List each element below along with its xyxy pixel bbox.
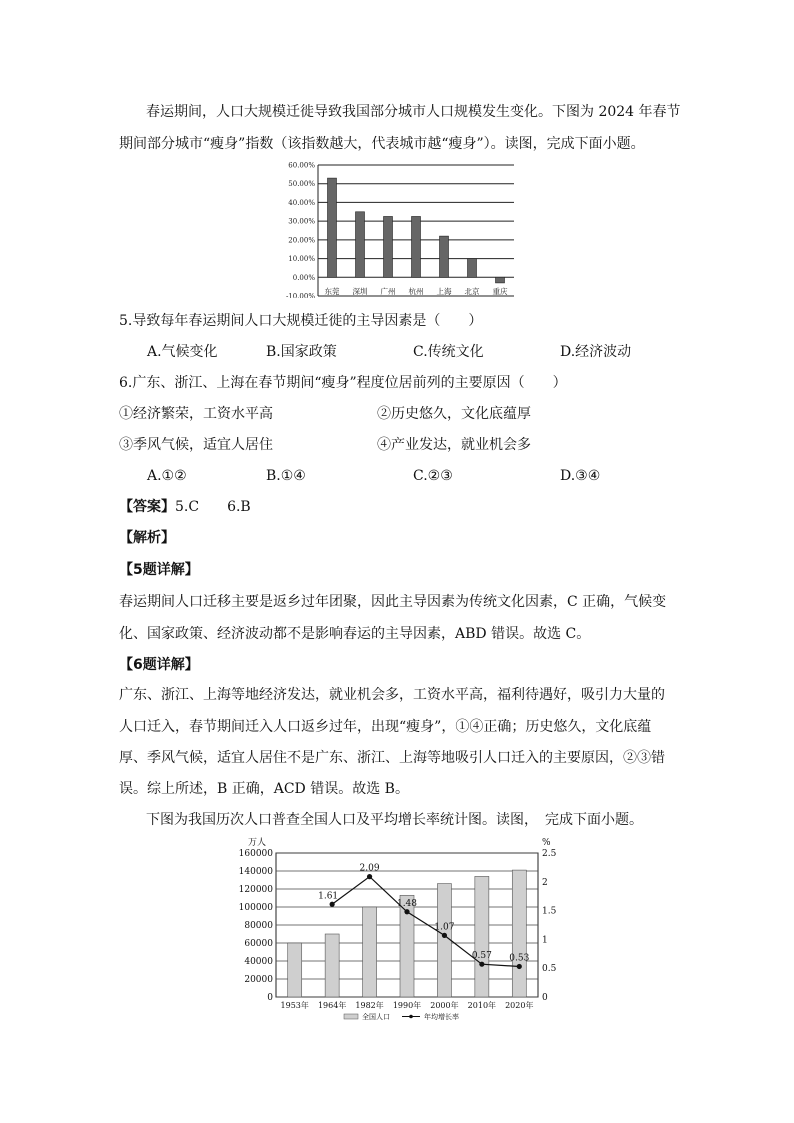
y-tick-label: 50.00% [288, 180, 315, 189]
x-tick-label: 2010年 [467, 1001, 497, 1010]
y-right-tick-label: 1.5 [542, 906, 557, 917]
x-tick-label: 2000年 [430, 1001, 459, 1010]
q6-detail-line1: 广东、浙江、上海等地经济发达，就业机会多，工资水平高，福利待遇好，吸引力大量的 [119, 687, 665, 703]
growth-rate-label: 1.07 [434, 922, 455, 933]
q6-option-b: B.①④ [266, 468, 306, 484]
bar-杭州 [412, 216, 421, 277]
growth-rate-label: 1.48 [396, 898, 418, 909]
y-tick-label: 40.00% [288, 198, 315, 207]
x-tick-label: 1964年 [317, 1001, 347, 1010]
y-left-tick-label: 60000 [244, 939, 273, 949]
y-right-unit: % [542, 838, 551, 848]
q6-item-4: ④产业发达，就业机会多 [377, 437, 531, 453]
question-5: 5.导致每年春运期间人口大规模迁徙的主导因素是（ ） [119, 313, 483, 329]
q5-option-d: D.经济波动 [560, 344, 632, 360]
legend-bar-label: 全国人口 [362, 1013, 390, 1021]
y-right-tick-label: 0 [542, 993, 548, 1003]
q5-detail-label: 【5题详解】 [119, 562, 199, 578]
intro1-line1: 春运期间，人口大规模迁徙导致我国部分城市人口规模发生变化。下图为 2024 年春节 [146, 104, 681, 120]
bar-东莞 [328, 178, 337, 277]
x-tick-label: 上海 [436, 287, 452, 296]
bar-深圳 [356, 212, 365, 278]
population-bar-2020年 [512, 870, 526, 997]
answer-label: 【答案】 [119, 499, 175, 515]
x-tick-label: 北京 [464, 287, 480, 296]
y-tick-label: 0.00% [292, 273, 315, 282]
x-tick-label: 广州 [380, 287, 396, 296]
q5-detail-line2: 化、国家政策、经济波动都不是影响春运的主导因素，ABD 错误。故选 C。 [119, 626, 591, 642]
y-right-tick-label: 1 [542, 935, 548, 946]
y-left-tick-label: 40000 [244, 957, 273, 967]
x-tick-label: 2020年 [505, 1001, 534, 1010]
growth-rate-point [479, 962, 484, 967]
intro1-line2: 期间部分城市“瘦身”指数（该指数越大，代表城市越“瘦身”）。读图，完成下面小题。 [119, 136, 645, 152]
q6-detail-line3: 厚、季风气候，适宜人居住不是广东、浙江、上海等地吸引人口迁入的主要原因，②③错 [119, 750, 665, 766]
population-bar-1982年 [363, 907, 377, 997]
q6-detail-label: 【6题详解】 [119, 657, 199, 673]
y-left-tick-label: 0 [267, 993, 273, 1003]
x-tick-label: 杭州 [408, 287, 424, 296]
answer-text: 5.C 6.B [175, 499, 251, 515]
population-bar-2010年 [475, 876, 489, 997]
y-left-tick-label: 100000 [238, 903, 273, 913]
y-left-tick-label: 140000 [238, 867, 273, 877]
q5-detail-line1: 春运期间人口迁移主要是返乡过年团聚，因此主导因素为传统文化因素，C 正确，气候变 [119, 594, 667, 610]
legend-line-marker [409, 1015, 413, 1019]
q6-item-3: ③季风气候，适宜人居住 [119, 437, 273, 453]
y-tick-label: 20.00% [288, 236, 315, 245]
census-population-chart [232, 833, 562, 1023]
y-right-tick-label: 0.5 [542, 964, 557, 975]
x-tick-label: 1953年 [280, 1001, 309, 1010]
growth-rate-point [442, 933, 447, 938]
growth-rate-label: 2.09 [359, 863, 380, 874]
y-left-unit: 万人 [248, 838, 267, 848]
growth-rate-point [330, 902, 335, 907]
x-tick-label: 东莞 [324, 287, 340, 296]
q5-option-b: B.国家政策 [266, 344, 337, 360]
q6-detail-line2: 人口迁入，春节期间迁入人口返乡过年，出现“瘦身”，①④正确；历史悠久，文化底蕴 [119, 719, 652, 735]
growth-rate-point [404, 909, 409, 914]
y-left-tick-label: 120000 [238, 885, 273, 895]
analysis-label: 【解析】 [119, 530, 175, 546]
y-tick-label: 30.00% [288, 217, 315, 226]
population-bar-1964年 [325, 934, 339, 997]
bar-北京 [468, 259, 477, 278]
x-tick-label: 重庆 [492, 287, 508, 296]
q5-option-a: A.气候变化 [147, 344, 218, 360]
legend-bar-swatch [344, 1014, 358, 1019]
growth-rate-label: 0.53 [509, 953, 530, 964]
y-left-tick-label: 20000 [244, 975, 273, 985]
q6-item-2: ②历史悠久，文化底蕴厚 [377, 406, 531, 422]
intro2: 下图为我国历次人口普查全国人口及平均增长率统计图。读图， 完成下面小题。 [146, 812, 643, 828]
growth-rate-label: 1.61 [318, 891, 339, 902]
y-tick-label: 10.00% [288, 255, 315, 264]
q6-option-c: C.②③ [413, 468, 453, 484]
y-tick-label: -10.00% [285, 292, 315, 298]
q6-option-a: A.①② [147, 468, 187, 484]
growth-rate-label: 0.57 [471, 951, 492, 962]
q6-detail-line4: 误。综上所述，B 正确，ACD 错误。故选 B。 [119, 781, 409, 797]
bar-广州 [384, 216, 393, 277]
y-tick-label: 60.00% [288, 161, 315, 170]
answer-line [119, 498, 251, 516]
bar-上海 [440, 236, 449, 277]
growth-rate-point [517, 964, 522, 969]
y-right-tick-label: 2 [542, 877, 548, 888]
x-tick-label: 1990年 [392, 1001, 422, 1010]
population-bar-2000年 [437, 884, 451, 997]
population-bar-1953年 [288, 943, 302, 997]
legend-line-label: 年均增长率 [424, 1013, 459, 1021]
question-6: 6.广东、浙江、上海在春节期间“瘦身”程度位居前列的主要原因（ ） [119, 375, 567, 391]
growth-rate-point [367, 874, 372, 879]
y-left-tick-label: 80000 [244, 921, 273, 931]
q5-option-c: C.传统文化 [413, 344, 484, 360]
y-right-tick-label: 2.5 [542, 849, 557, 859]
q6-item-1: ①经济繁荣，工资水平高 [119, 406, 273, 422]
q6-option-d: D.③④ [560, 468, 601, 484]
x-tick-label: 1982年 [355, 1001, 384, 1010]
y-left-tick-label: 160000 [238, 849, 273, 859]
x-tick-label: 深圳 [352, 287, 368, 296]
bar-重庆 [496, 277, 505, 283]
slimming-index-chart [280, 158, 520, 298]
